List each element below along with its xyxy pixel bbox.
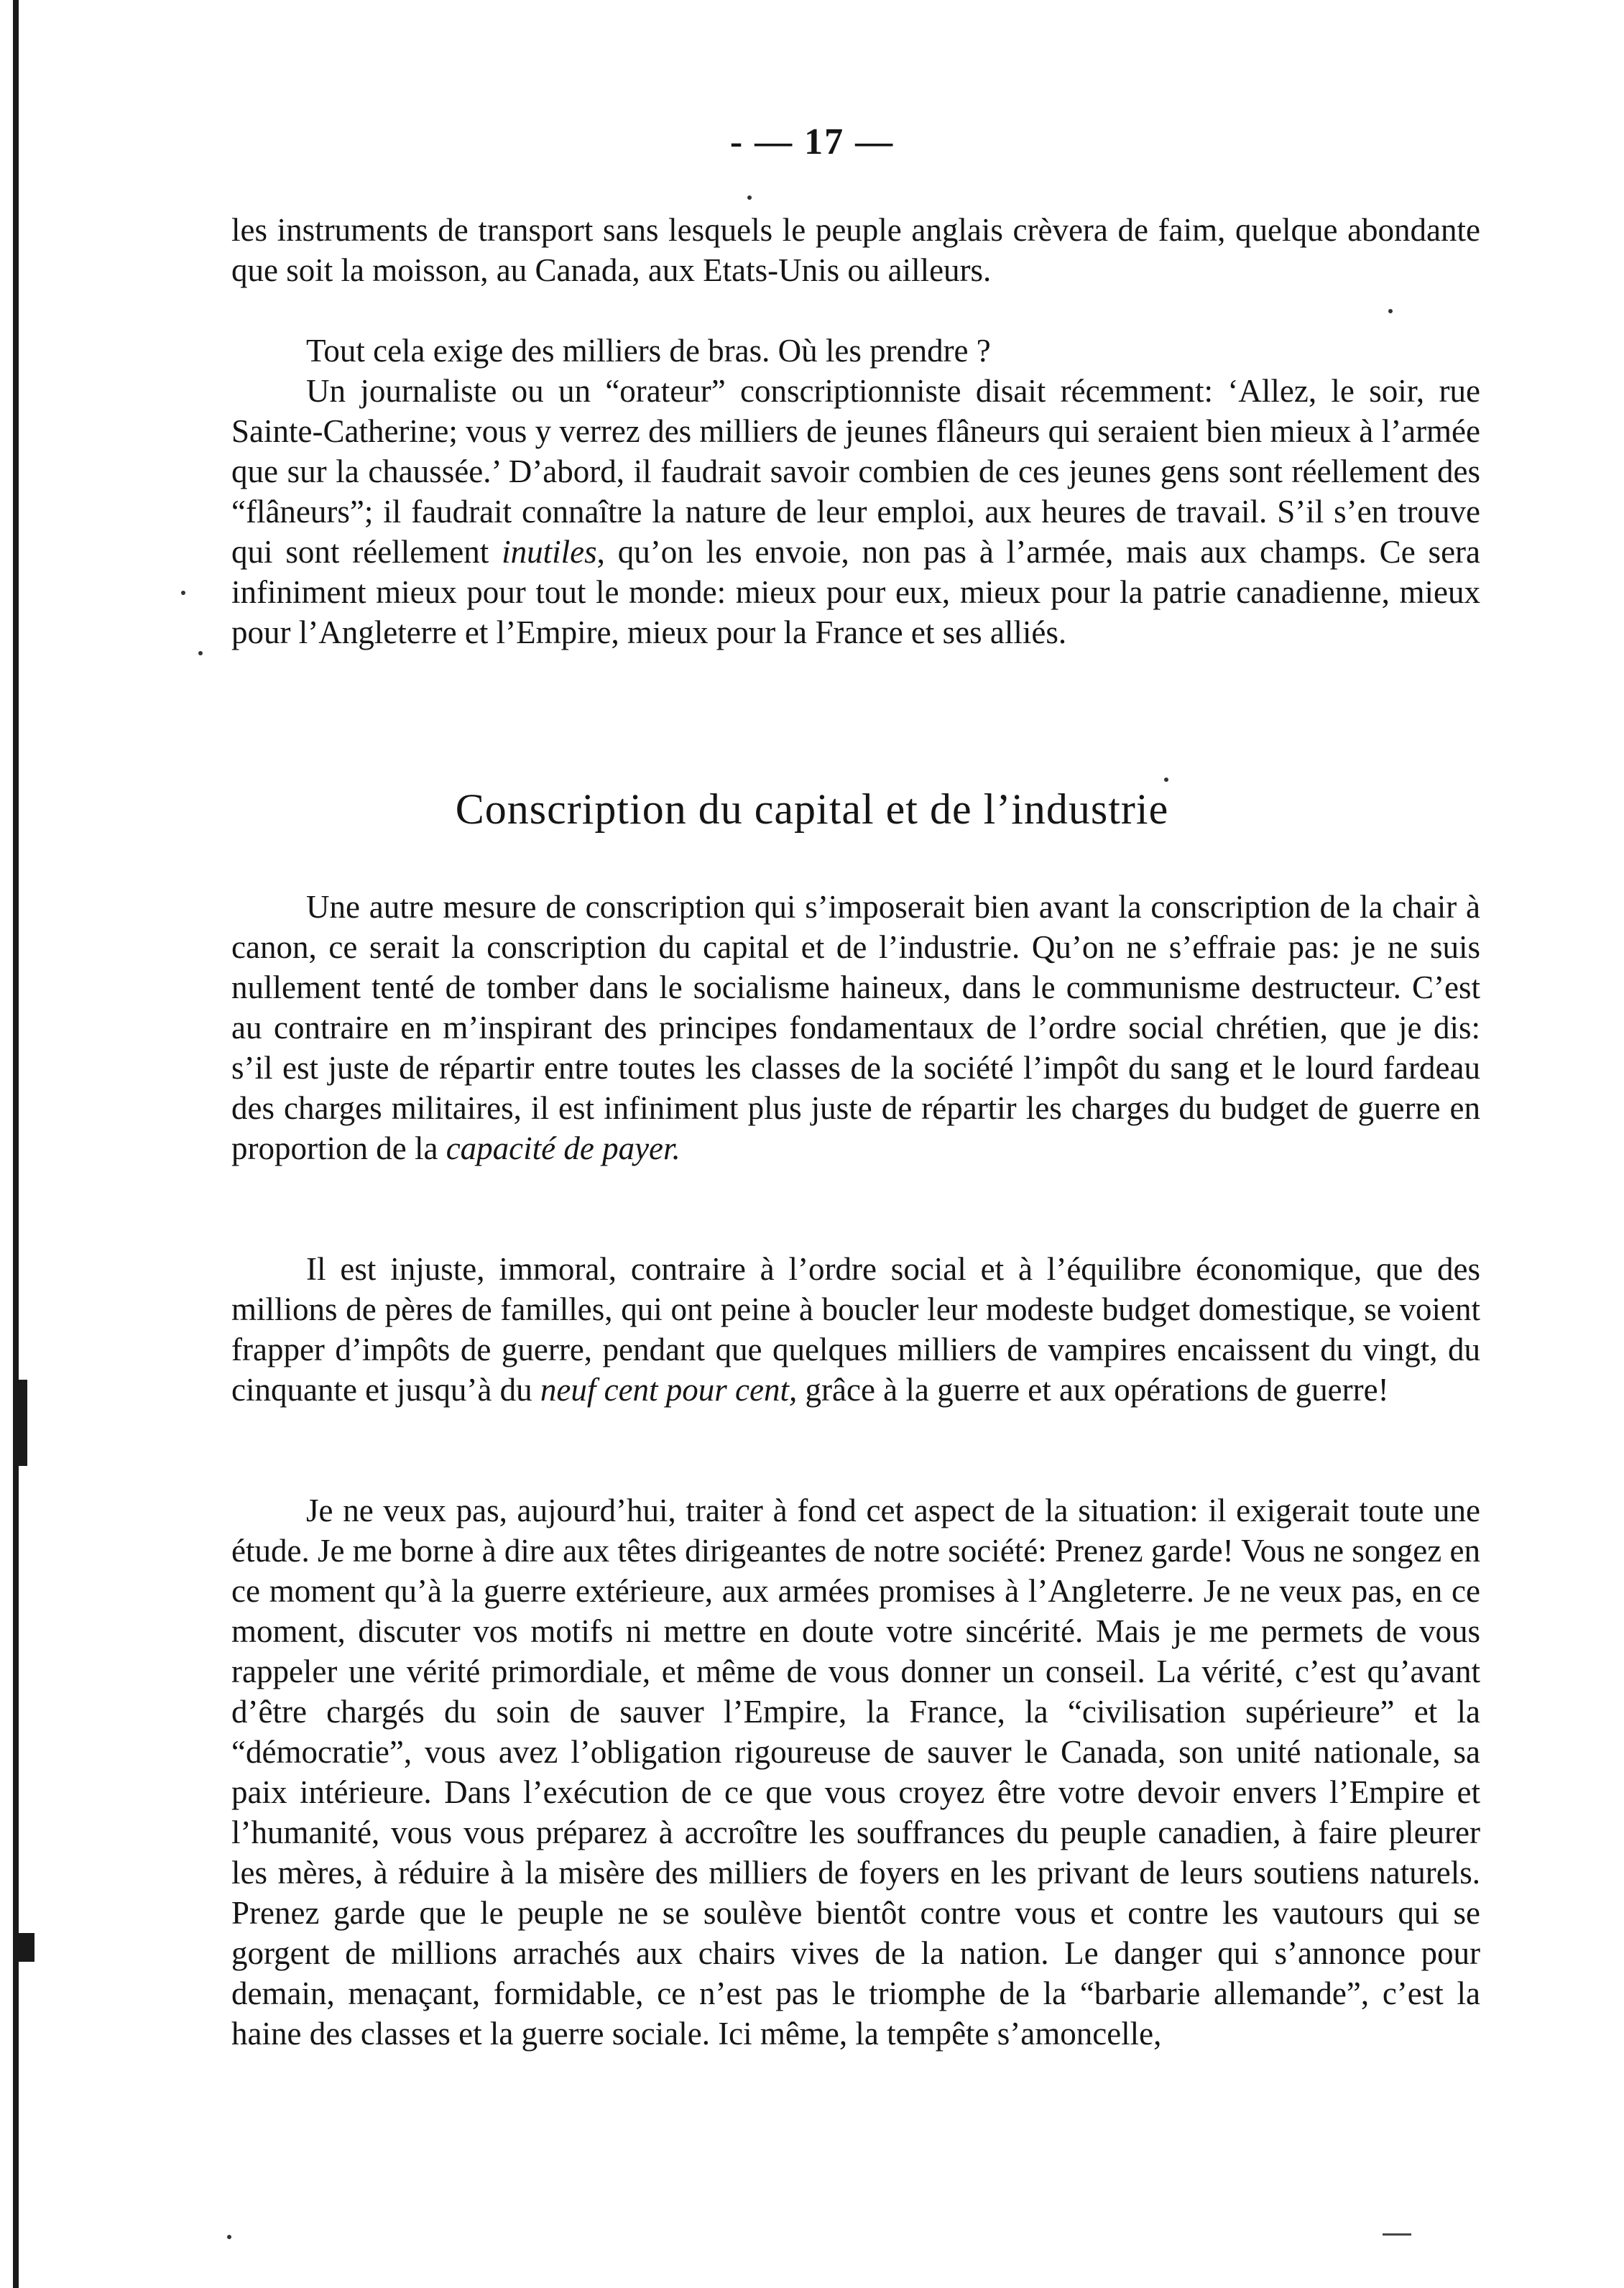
binding-mark [17,1933,34,1962]
scan-dash [1383,2233,1411,2236]
paragraph-text: , qu’on les envoie, non pas à l’armée, mais aux champs. Ce sera infiniment mieux pour tout le monde: mieux pour eux, mieux pour la patrie canadienne, mieux pour l’Angleterre et l’Empire, mieux pour la France et ses alliés. [231,534,1481,650]
scan-speck [747,195,752,200]
paragraph-text: Un journaliste ou un “orateur” conscriptionniste disait récemment: ‘Allez, le soir, rue Sainte-Catherine; vous y verrez des milliers de jeunes flâneurs qui seraient bien mieux à l’armée que sur la chaussée.’ D’abord, il faudrait savoir combien de ces jeunes gens sont réellement des “flâneurs”; il faudrait connaître la nature de leur emploi, aux heures de travail. S’il s’en trouve qui sont réellement [231,373,1480,570]
paragraph-text: Tout cela exige des milliers de bras. Où les prendre ? [306,333,991,369]
paragraph [231,1249,1480,1410]
paragraph [231,1490,1480,2054]
section-heading: Conscription du capital et de l’industrie [455,785,1169,833]
scan-speck [198,651,203,655]
paragraph-text: Je ne veux pas, aujourd’hui, traiter à fond cet aspect de la situation: il exigerait toute une étude. Je me borne à dire aux têtes dirigeantes de notre société: Prenez garde! Vous ne songez en ce moment qu’à la guerre extérieure, aux armées promises à l’Angleterre. Je ne veux pas, en ce moment, discuter vos motifs ni mettre en doute votre sincérité. Mais je me permets de vous rappeler une vérité primordiale, et même de vous donner un conseil. La vérité, c’est qu’avant d’être chargés du soin de sauver l’Empire, la France, la “civilisation supérieure” et la “démocratie”, vous avez l’obligation rigoureuse de sauver le Canada, son unité nationale, sa paix intérieure. Dans l’exécution de ce que vous croyez être votre devoir envers l’Empire et l’humanité, vous vous préparez à accroître les souffrances du peuple canadien, à faire pleurer les mères, à réduire à la misère des milliers de foyers en les privant de leurs soutiens naturels. Prenez garde que le peuple ne se soulève bientôt contre vous et contre les vautours qui se gorgent de millions arrachés aux chairs vives de la nation. Le danger qui s’annonce pour demain, menaçant, formidable, ce n’est pas le triomphe de la “barbarie allemande”, c’est la haine des classes et la guerre sociale. Ici même, la tempête s’amoncelle, [231,1493,1480,2052]
italic-phrase: capacité de payer. [446,1130,680,1166]
scan-speck [1388,309,1393,313]
page-number: - — 17 — [729,121,895,162]
italic-phrase: inutiles [502,534,597,570]
paragraph [231,331,1480,371]
binding-mark [17,1380,27,1466]
scan-speck [1164,778,1168,782]
paragraph [231,210,1480,290]
scan-speck [181,591,185,595]
paragraph-text: les instruments de transport sans lesquels le peuple anglais crèvera de faim, quelque abondante que soit la moisson, au Canada, aux Etats-Unis ou ailleurs. [231,212,1480,288]
paragraph-text: Une autre mesure de conscription qui s’imposerait bien avant la conscription de la chair à canon, ce serait la conscription du capital et de l’industrie. Qu’on ne s’effraie pas: je ne suis nullement tenté de tomber dans le socialisme haineux, dans le communisme destructeur. C’est au contraire en m’inspirant des principes fondamentaux de l’ordre social chrétien, que je dis: s’il est juste de répartir entre toutes les classes de la société l’impôt du sang et le lourd fardeau des charges militaires, il est infiniment plus juste de répartir les charges du budget de guerre en proportion de la [231,889,1480,1166]
paragraph-text: Il est injuste, immoral, contraire à l’ordre social et à l’équilibre économique, que des millions de pères de familles, qui ont peine à boucler leur modeste budget domestique, se voient frapper d’impôts de guerre, pendant que quelques milliers de vampires encaissent du vingt, du cinquante et jusqu’à du [231,1251,1480,1408]
paragraph [231,371,1480,652]
paragraph-text: grâce à la guerre et aux opérations de guerre! [797,1372,1389,1408]
paragraph [231,887,1480,1168]
italic-phrase: neuf cent pour cent, [540,1372,798,1408]
scan-speck [227,2235,231,2239]
